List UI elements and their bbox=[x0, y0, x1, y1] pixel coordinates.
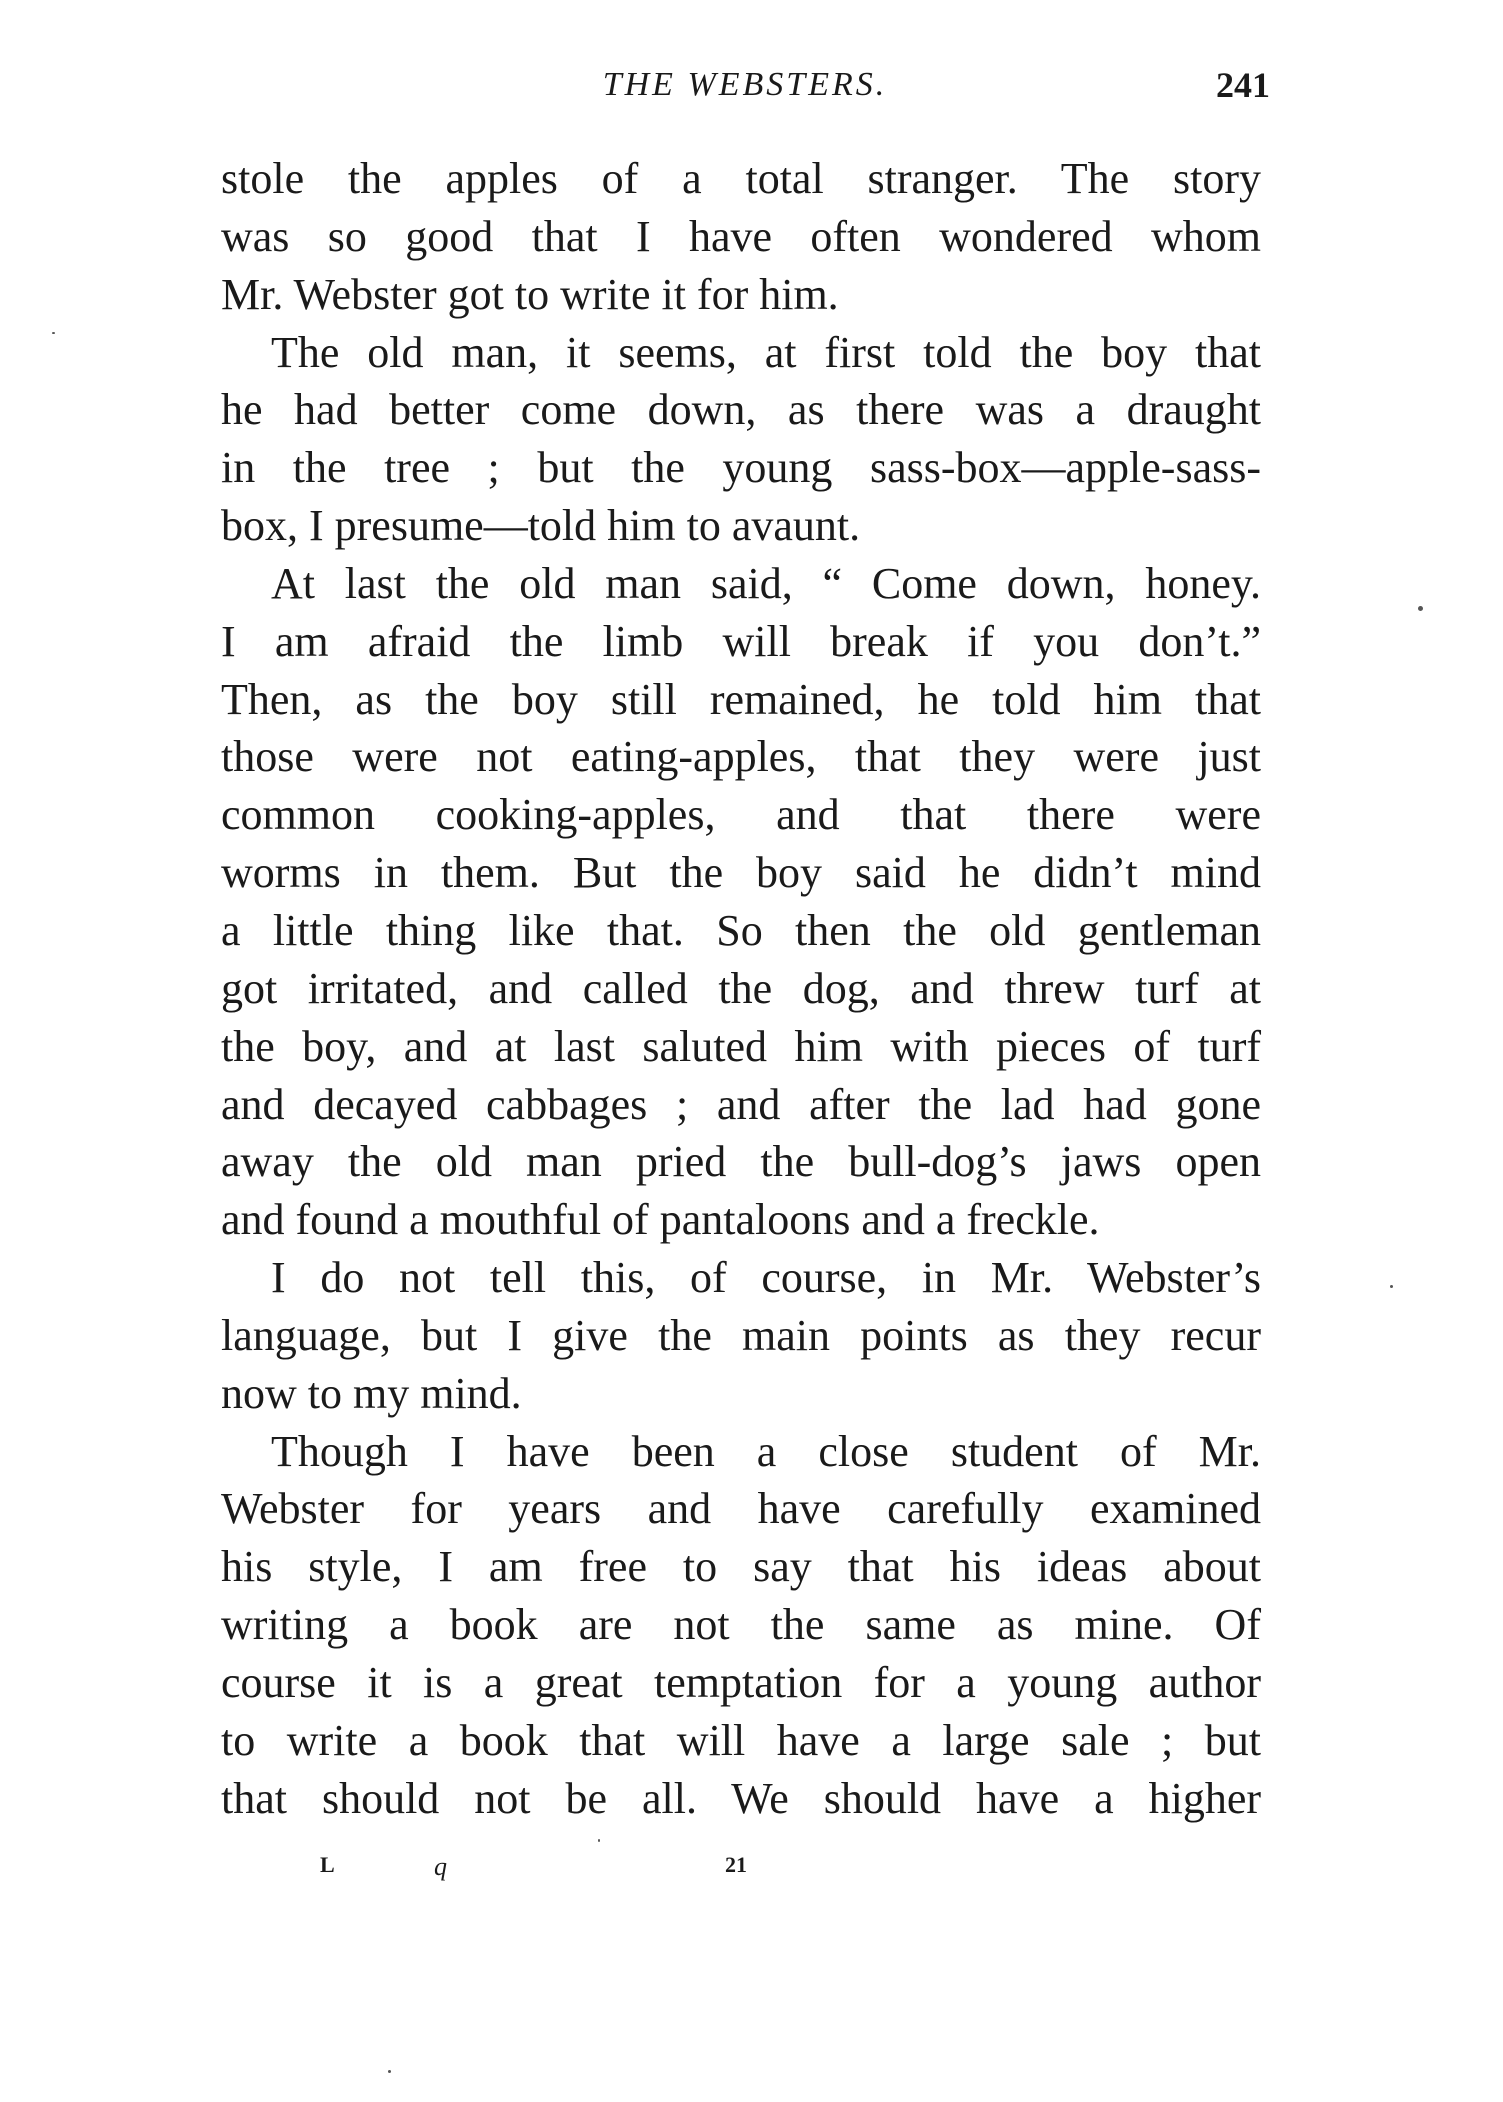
text-line: Webster for years and have carefully examined bbox=[221, 1484, 1261, 1534]
text-line: At last the old man said, “ Come down, honey. bbox=[271, 558, 1261, 608]
printer-signature bbox=[320, 1852, 770, 1892]
text-line: The old man, it seems, at first told the boy that bbox=[271, 327, 1261, 377]
signature-number: 21 bbox=[725, 1852, 747, 1877]
text-line: and found a mouthful of pantaloons and a freckle. bbox=[221, 1195, 1100, 1245]
text-line: I am afraid the limb will break if you don’t.” bbox=[221, 616, 1261, 666]
running-title: THE WEBSTERS. bbox=[602, 66, 888, 103]
text-line: I do not tell this, of course, in Mr. Webster’s bbox=[271, 1253, 1261, 1303]
paper-speck bbox=[388, 2070, 391, 2073]
text-line: stole the apples of a total stranger. The story bbox=[221, 154, 1261, 203]
text-line: common cooking-apples, and that there were bbox=[221, 790, 1261, 840]
signature-letter: L bbox=[320, 1852, 335, 1877]
text-line: writing a book are not the same as mine. Of bbox=[221, 1600, 1261, 1650]
text-line: to write a book that will have a large sale ; but bbox=[221, 1715, 1261, 1765]
text-line: worms in them. But the boy said he didn’t mind bbox=[221, 848, 1261, 898]
body-text bbox=[221, 150, 1261, 1827]
text-line: away the old man pried the bull-dog’s jaws open bbox=[221, 1137, 1261, 1187]
text-line: course it is a great temptation for a young author bbox=[221, 1657, 1261, 1707]
text-line: Though I have been a close student of Mr. bbox=[271, 1426, 1261, 1476]
paper-speck bbox=[1390, 1285, 1393, 1288]
text-line: was so good that I have often wondered whom bbox=[221, 211, 1261, 261]
text-line: language, but I give the main points as they recur bbox=[221, 1310, 1261, 1360]
running-head bbox=[220, 62, 1270, 112]
signature-volume-mark: q bbox=[434, 1852, 447, 1881]
text-line: now to my mind. bbox=[221, 1368, 522, 1418]
text-line: he had better come down, as there was a draught bbox=[221, 385, 1261, 435]
paper-speck bbox=[1418, 606, 1423, 611]
text-line: the boy, and at last saluted him with pieces of turf bbox=[221, 1021, 1261, 1071]
text-line: got irritated, and called the dog, and threw turf at bbox=[221, 963, 1261, 1013]
text-line: his style, I am free to say that his ideas about bbox=[221, 1542, 1261, 1592]
text-line: those were not eating-apples, that they were just bbox=[221, 732, 1261, 782]
paper-speck bbox=[598, 1839, 600, 1842]
paper-speck bbox=[52, 332, 55, 334]
text-line: that should not be all. We should have a higher bbox=[221, 1773, 1261, 1823]
text-line: and decayed cabbages ; and after the lad had gone bbox=[221, 1079, 1261, 1129]
page-number: 241 bbox=[1216, 65, 1270, 105]
text-line: box, I presume—told him to avaunt. bbox=[221, 501, 861, 551]
text-line: Mr. Webster got to write it for him. bbox=[221, 269, 839, 319]
text-line: Then, as the boy still remained, he told him that bbox=[221, 674, 1261, 724]
text-line: a little thing like that. So then the old gentleman bbox=[221, 905, 1261, 955]
text-line: in the tree ; but the young sass-box—apple-sass- bbox=[221, 443, 1261, 493]
